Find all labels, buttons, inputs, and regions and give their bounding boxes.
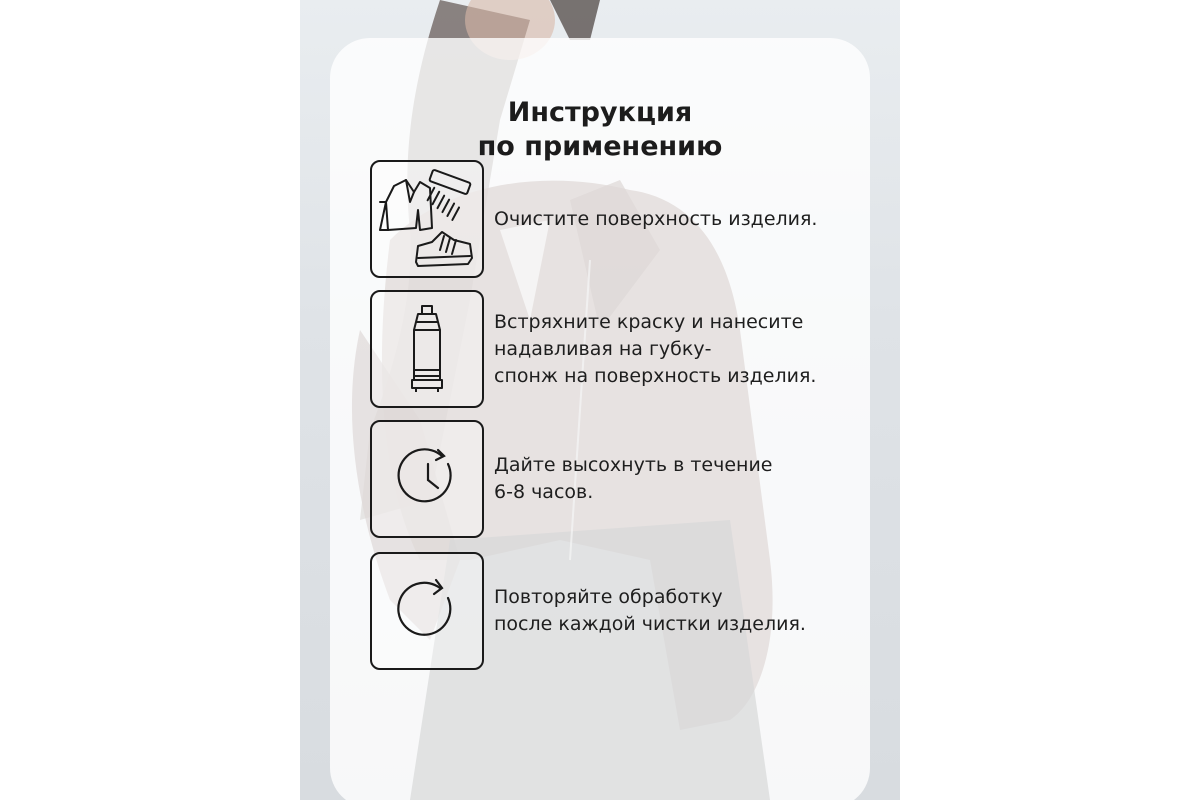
- step-line: Встряхните краску и нанесите: [494, 310, 804, 333]
- step-line: 6-8 часов.: [494, 481, 594, 503]
- step-text: [494, 552, 874, 670]
- step-4: [370, 552, 890, 670]
- step-line: Повторяйте обработку: [494, 586, 723, 608]
- clock-icon: [372, 422, 482, 536]
- step-line: Дайте высохнуть в течение: [494, 454, 773, 476]
- step-text: [494, 290, 874, 408]
- step-line: Очистите поверхность изделия.: [494, 207, 818, 230]
- step-icon-box: [370, 552, 484, 670]
- step-2: [370, 290, 890, 408]
- jacket-brush-sneaker-icon: [372, 162, 482, 276]
- step-icon-box: [370, 160, 484, 278]
- step-line: надавливая на губку-: [494, 337, 712, 360]
- step-3: [370, 420, 890, 538]
- title-line-1: Инструкция: [507, 97, 693, 128]
- step-text: [494, 420, 874, 538]
- step-icon-box: [370, 290, 484, 408]
- page-title: [330, 96, 870, 164]
- step-line: спонж на поверхность изделия.: [494, 364, 817, 387]
- step-text: [494, 160, 874, 278]
- step-1: [370, 160, 890, 278]
- refresh-icon: [372, 554, 482, 668]
- paint-tube-icon: [372, 292, 482, 406]
- step-icon-box: [370, 420, 484, 538]
- title-line-2: по применению: [477, 131, 723, 162]
- step-line: после каждой чистки изделия.: [494, 613, 806, 635]
